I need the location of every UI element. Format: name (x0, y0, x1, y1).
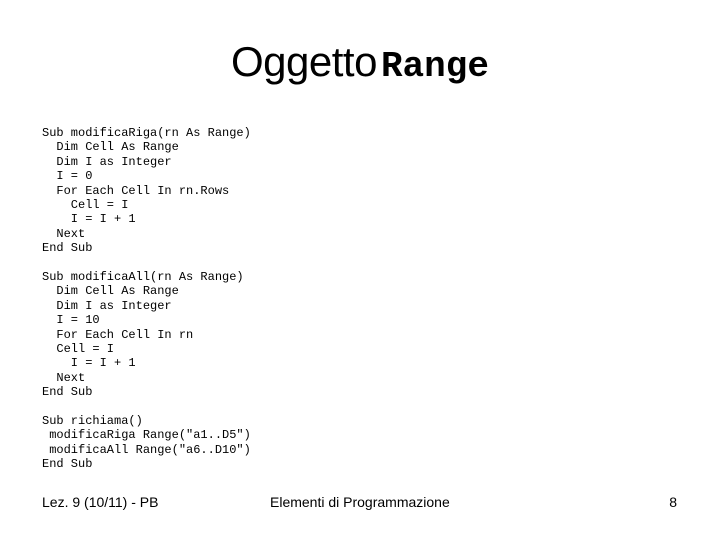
code-block-richiama (42, 414, 251, 472)
slide-title-code: Range (380, 46, 489, 87)
footer-lecture-info: Lez. 9 (10/11) - PB (42, 494, 159, 510)
code-line: Dim Cell As Range (42, 284, 179, 299)
code-line: End Sub (42, 457, 93, 472)
code-line: Sub modificaAll(rn As Range) (42, 270, 244, 284)
code-line: modificaAll Range("a6..D10") (42, 442, 251, 457)
code-line: Sub richiama() (42, 414, 143, 428)
code-line: modificaRiga Range("a1..D5") (42, 428, 251, 443)
footer-page-number: 8 (669, 494, 677, 510)
code-line: Sub modificaRiga(rn As Range) (42, 126, 251, 140)
code-line: End Sub (42, 241, 93, 256)
code-line: Dim I as Integer (42, 154, 172, 169)
code-line: I = I + 1 (42, 356, 136, 371)
code-line: Next (42, 370, 86, 385)
code-line: I = 10 (42, 313, 100, 328)
code-line: Dim I as Integer (42, 298, 172, 313)
slide-title (0, 38, 720, 87)
code-line: Next (42, 226, 86, 241)
slide-title-word: Oggetto (231, 38, 377, 85)
code-line: End Sub (42, 385, 93, 400)
code-line: Cell = I (42, 341, 115, 356)
code-block-modifica-riga (42, 126, 251, 256)
code-block-modifica-all (42, 270, 244, 400)
code-line: Cell = I (42, 197, 129, 212)
code-line: For Each Cell In rn.Rows (42, 183, 230, 198)
footer-course-title: Elementi di Programmazione (270, 494, 450, 510)
code-line: I = I + 1 (42, 212, 136, 227)
code-line: I = 0 (42, 169, 93, 184)
code-line: Dim Cell As Range (42, 140, 179, 155)
code-line: For Each Cell In rn (42, 327, 194, 342)
